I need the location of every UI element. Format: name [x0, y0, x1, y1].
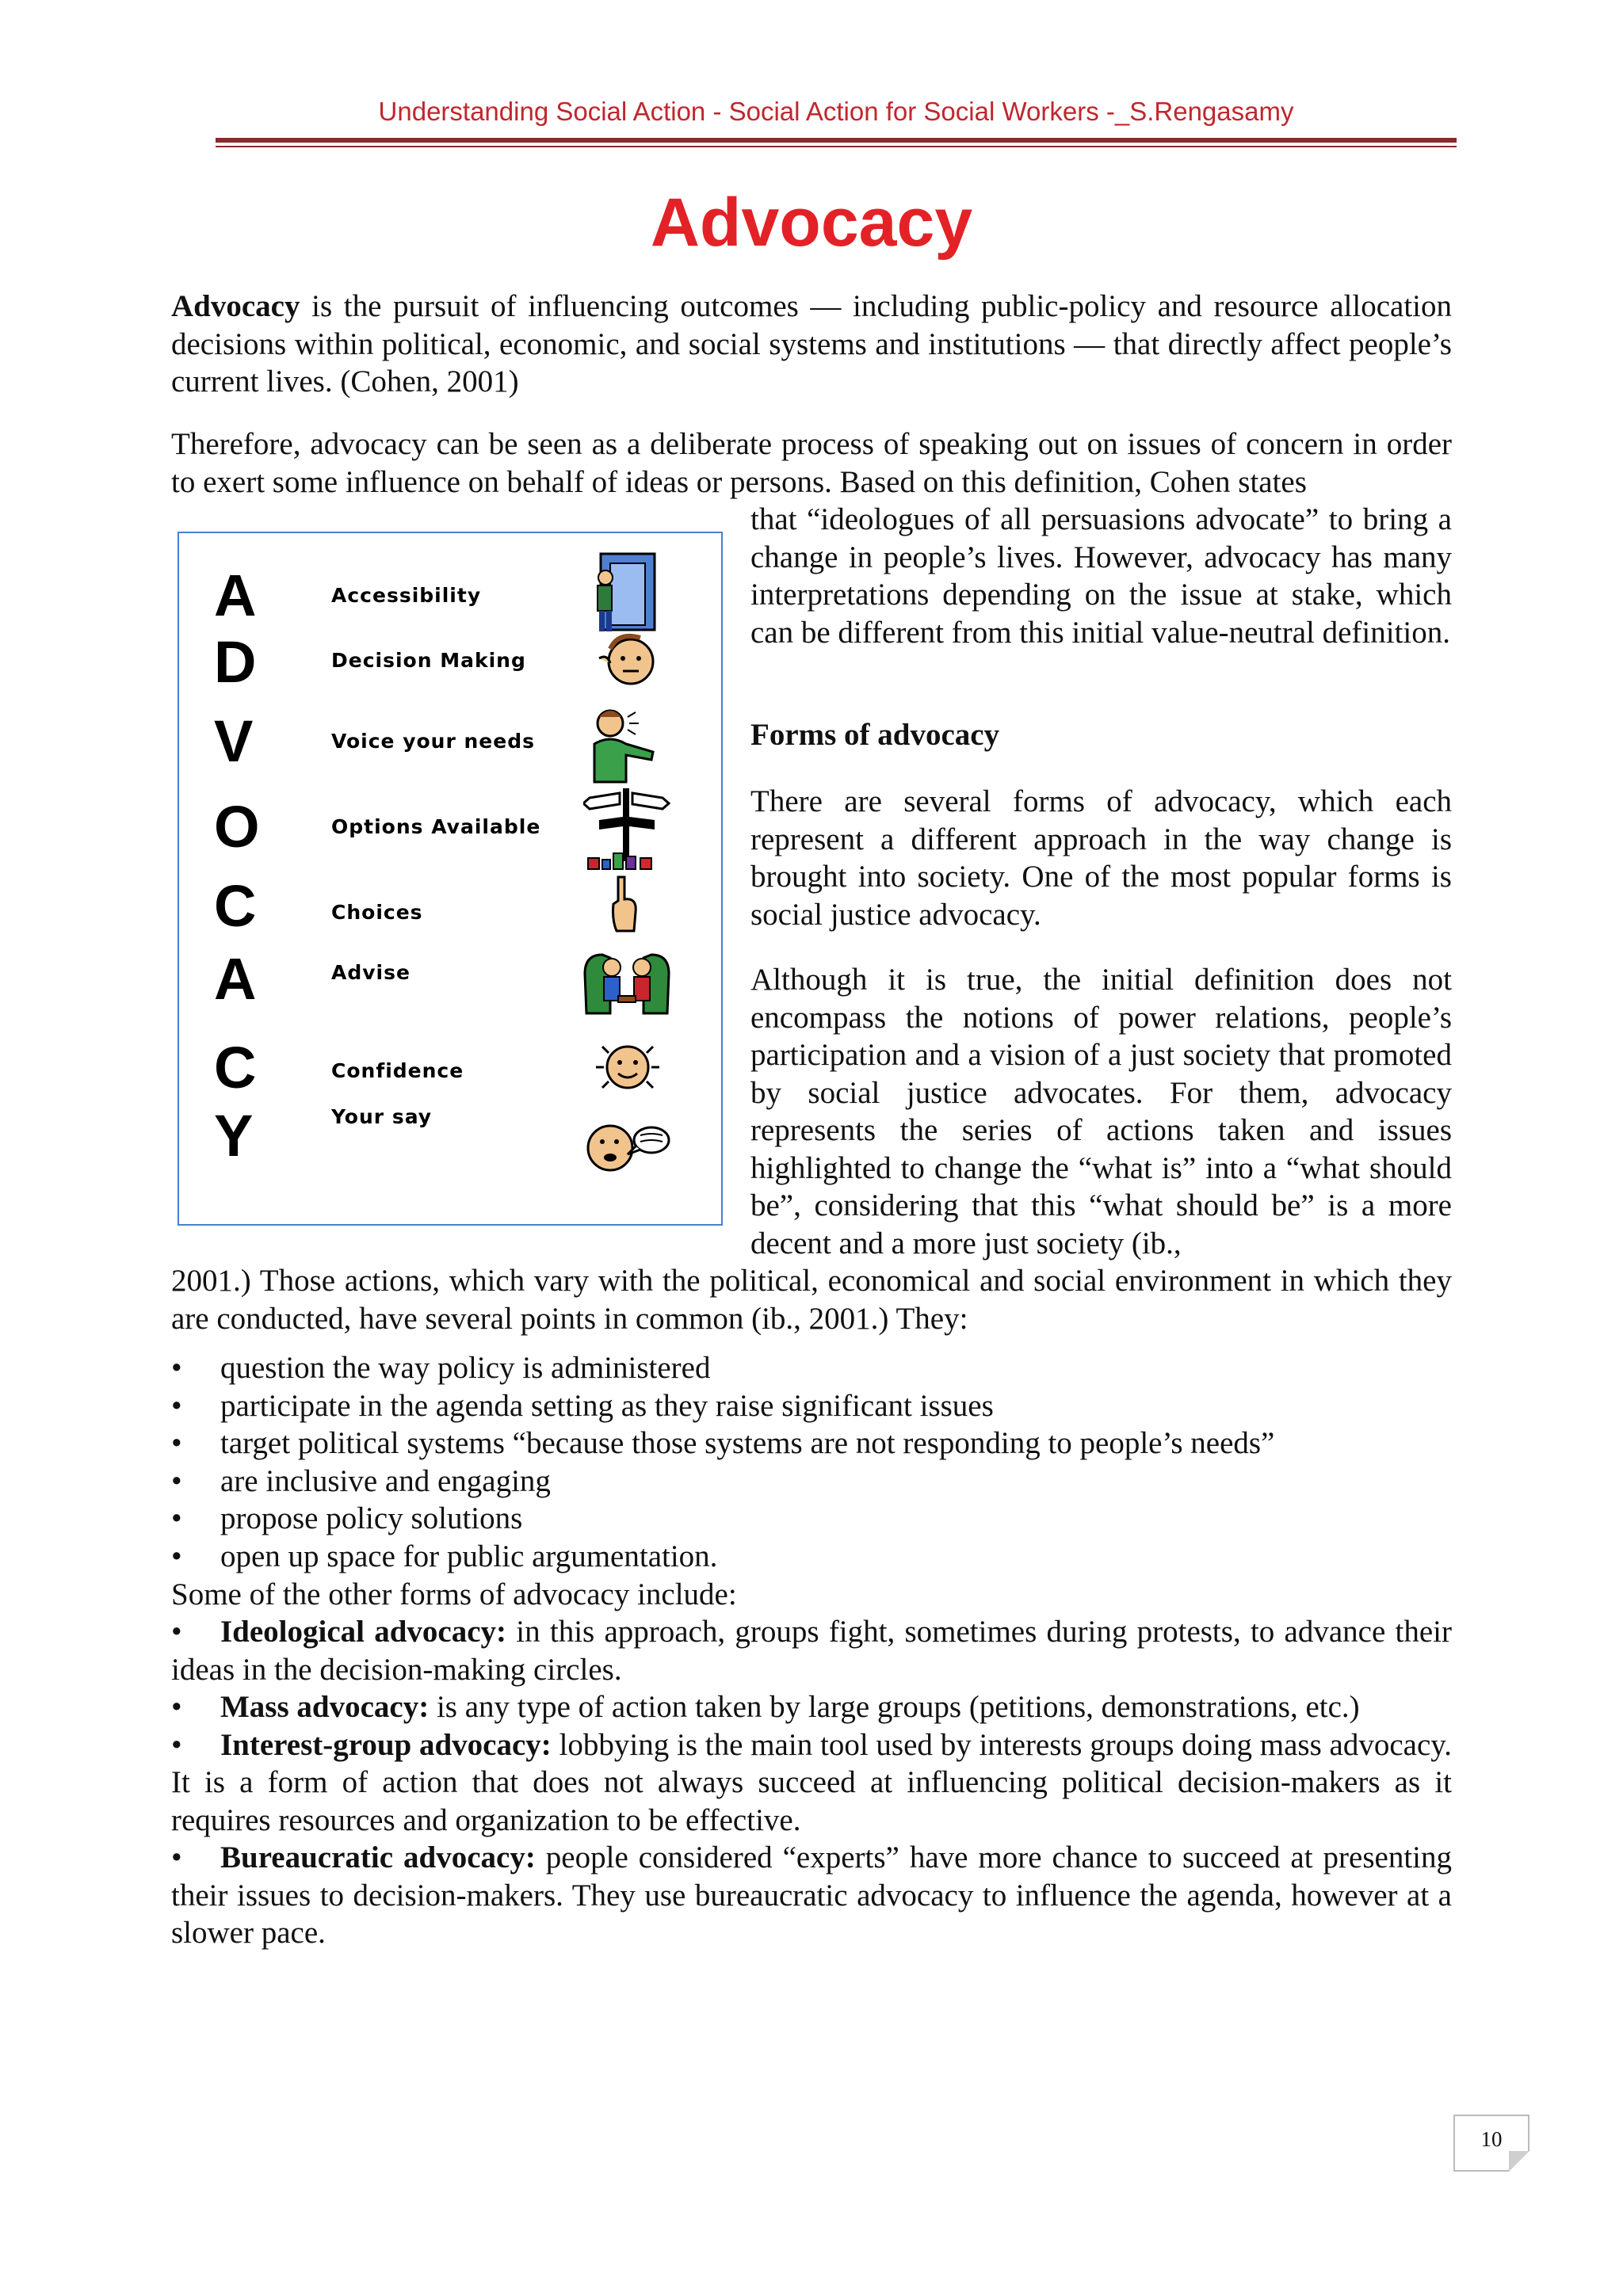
- other-forms-list: [171, 1613, 1452, 1952]
- other-forms-intro: Some of the other forms of advocacy include:: [171, 1577, 737, 1611]
- acrostic-label: Options Available: [331, 815, 541, 838]
- process-paragraph: Therefore, advocacy can be seen as a deliberate process of speaking out on issues of concern in order to exert some influence on behalf of ideas or persons. Based on this definition, Cohen states: [171, 427, 1452, 499]
- list-item: • question the way policy is administered: [171, 1349, 1452, 1387]
- common-points-list: [171, 1349, 1452, 1575]
- form-desc: in this approach, groups fight, sometimes during protests, to advance their ideas in the decision-making circles.: [171, 1615, 1452, 1687]
- acrostic-label: Advise: [331, 961, 411, 984]
- acrostic-label: Your say: [331, 1105, 433, 1128]
- acrostic-label: Choices: [331, 901, 423, 924]
- page-number-box: [1453, 2115, 1529, 2172]
- speech-bubble-face-icon: [583, 1102, 670, 1189]
- confident-face-icon: [583, 1023, 670, 1110]
- page-curl: [1509, 2151, 1529, 2172]
- page-number: 10: [1480, 2127, 1503, 2151]
- social-justice-paragraph: Although it is true, the initial definition does not encompass the notions of power relations, people’s participation and a vision of a just society that promoted by social justice advocates. For them, advocacy represents the series of actions taken and issues highlighted to change the “what is” into a “what should be”, considering that this “what should be” is a more decent and a more just society (ib.,: [750, 963, 1452, 1261]
- speaking-person-icon: [583, 700, 670, 787]
- process-paragraph-continued: that “ideologues of all persuasions advocate” to bring a change in people’s lives. However, advocacy has many interpretations depending on the issue at stake, which can be different from this initial value-neutral definition.: [750, 502, 1452, 650]
- thinking-face-icon: [583, 617, 670, 704]
- header-rule: [216, 138, 1457, 143]
- list-item: [171, 1726, 1452, 1840]
- acrostic-label: Accessibility: [331, 584, 482, 607]
- acrostic-label: Decision Making: [331, 649, 526, 672]
- list-item: • open up space for public argumentation.: [171, 1538, 1452, 1576]
- definition-term: Advocacy: [171, 289, 300, 323]
- acrostic-row: [179, 1103, 724, 1213]
- page-title: Advocacy: [650, 185, 973, 261]
- forms-heading: Forms of advocacy: [750, 718, 1000, 752]
- acrostic-letter: C: [214, 873, 257, 939]
- running-header: Understanding Social Action - Social Action for Social Workers -_S.Rengasamy: [378, 97, 1294, 126]
- form-desc: people considered “experts” have more chance to succeed at presenting their issues to decision-makers. They use bureaucratic advocacy to influence the agenda, however at a slower pace.: [171, 1840, 1452, 1950]
- social-justice-paragraph-continued: 2001.) Those actions, which vary with the political, economical and social environment in which they are conducted, have several points in common (ib., 2001.) They:: [171, 1264, 1452, 1336]
- list-item: [171, 1839, 1452, 1952]
- header-rule-thin: [216, 146, 1457, 147]
- list-item: • are inclusive and engaging: [171, 1463, 1452, 1501]
- acrostic-letter: Y: [214, 1103, 254, 1169]
- two-people-talking-icon: [583, 934, 670, 1021]
- forms-paragraph: There are several forms of advocacy, which each represent a different approach in the way change is brought into society. One of the most popular forms is social justice advocacy.: [750, 784, 1452, 932]
- acrostic-letter: A: [214, 946, 257, 1012]
- list-item: • participate in the agenda setting as they raise significant issues: [171, 1387, 1452, 1425]
- list-item: [171, 1688, 1452, 1726]
- acrostic-letter: V: [214, 708, 254, 774]
- list-item: • target political systems “because those systems are not responding to people’s needs”: [171, 1425, 1452, 1463]
- list-item: [171, 1613, 1452, 1688]
- form-term: Interest-group advocacy:: [220, 1727, 552, 1762]
- acrostic-letter: D: [214, 629, 257, 695]
- acrostic-label: Voice your needs: [331, 730, 535, 753]
- acrostic-letter: A: [214, 563, 257, 628]
- acrostic-letter: C: [214, 1035, 257, 1100]
- acrostic-label: Confidence: [331, 1059, 464, 1082]
- form-term: Bureaucratic advocacy:: [220, 1840, 536, 1875]
- list-item: • propose policy solutions: [171, 1500, 1452, 1538]
- form-term: Mass advocacy:: [220, 1690, 430, 1724]
- definition-text: is the pursuit of influencing outcomes — including public-policy and resource allocation decisions within political, economic, and social systems and institutions — that directly affect people’s current lives. (Cohen, 2001): [171, 289, 1452, 399]
- pointing-hand-icon: [583, 849, 670, 936]
- acrostic-letter: O: [214, 794, 260, 860]
- form-term: Ideological advocacy:: [220, 1615, 507, 1649]
- advocacy-acrostic-figure: [178, 532, 723, 1226]
- form-desc: is any type of action taken by large groups (petitions, demonstrations, etc.): [429, 1690, 1360, 1724]
- definition-paragraph: [171, 288, 1452, 401]
- form-desc: lobbying is the main tool used by interests groups doing mass advocacy. It is a form of action that does not always succeed at influencing political decision-makers as it requires resources and organization to be effective.: [171, 1727, 1452, 1837]
